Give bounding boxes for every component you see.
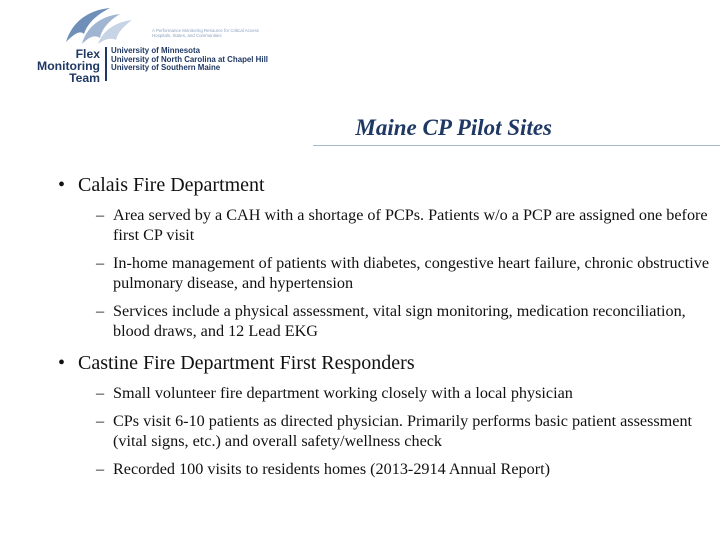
sub-bullet-text: Recorded 100 visits to residents homes (2013-2914 Annual Report) [113, 460, 550, 478]
bullet-icon: • [58, 352, 66, 374]
university-name: University of North Carolina at Chapel Hill [111, 54, 268, 64]
team-name-line: Flex [75, 47, 100, 61]
sub-bullet-text: CPs visit 6-10 patients as directed physician. Primarily performs basic patient assessment (vital signs, etc.) and overall safety/wellness check [113, 412, 693, 450]
bullet-item [58, 173, 718, 197]
university-list [111, 47, 268, 73]
sub-bullet-text: Services include a physical assessment, vital sign monitoring, medication reconciliation, blood draws, and 12 Lead EKG [113, 302, 686, 340]
header [0, 0, 720, 90]
bullet-icon: • [58, 174, 66, 196]
sub-bullet-item [58, 253, 718, 293]
team-name-line: Team [69, 71, 100, 85]
sub-bullet-item [58, 459, 718, 479]
bullet-text: Castine Fire Department First Responders [78, 352, 415, 374]
sub-bullet-text: Small volunteer fire department working closely with a local physician [113, 384, 573, 402]
university-name: University of Minnesota [111, 46, 201, 55]
sub-bullet-item [58, 383, 718, 403]
sub-bullet-item [58, 205, 718, 245]
dash-icon: – [96, 412, 105, 430]
title-underline [313, 145, 720, 146]
section-castine [58, 351, 718, 479]
team-name-line: Monitoring [37, 59, 100, 73]
slide-content [58, 173, 718, 489]
team-name [8, 48, 100, 84]
dash-icon: – [96, 254, 105, 272]
section-calais [58, 173, 718, 341]
dash-icon: – [96, 206, 105, 224]
header-divider [105, 47, 107, 81]
bullet-text: Calais Fire Department [78, 174, 265, 196]
bullet-item [58, 351, 718, 375]
sub-bullet-text: Area served by a CAH with a shortage of PCPs. Patients w/o a PCP are assigned one before first CP visit [113, 206, 708, 244]
flex-monitoring-team-logo-icon [62, 4, 136, 46]
sub-bullet-text: In-home management of patients with diabetes, congestive heart failure, chronic obstructive pulmonary disease, and hypertension [113, 254, 710, 292]
dash-icon: – [96, 460, 105, 478]
dash-icon: – [96, 302, 105, 320]
university-name: University of Southern Maine [111, 63, 221, 73]
sub-bullet-item [58, 411, 718, 451]
tagline: A Performance Monitoring Resource for Critical Access Hospitals, States, and Communities [152, 28, 259, 39]
sub-bullet-item [58, 301, 718, 341]
dash-icon: – [96, 384, 105, 402]
slide-title: Maine CP Pilot Sites [355, 115, 552, 140]
